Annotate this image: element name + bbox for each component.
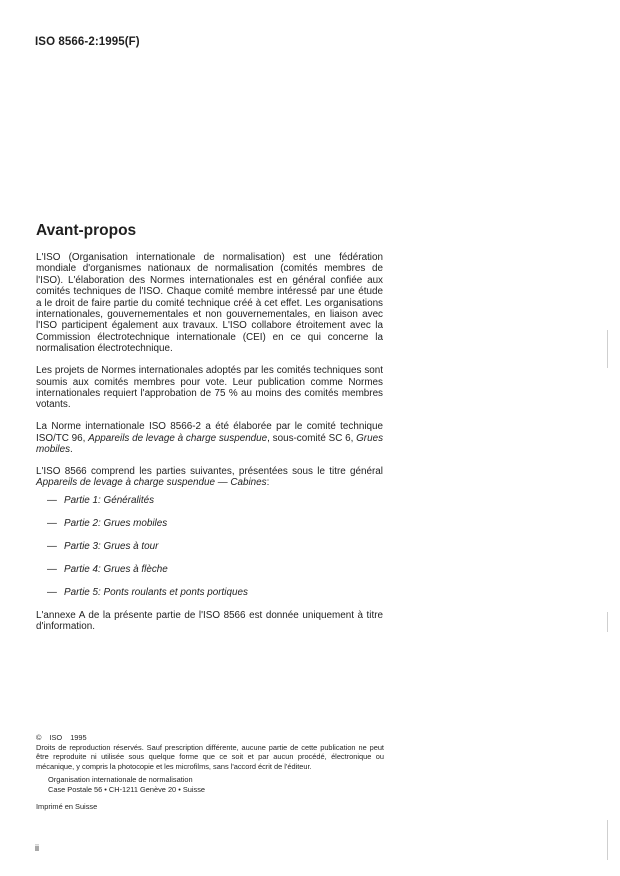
copyright-year: 1995 bbox=[70, 733, 87, 742]
paragraph-iso-organisation: L'ISO (Organisation internationale de normalisation) est une fédération mondiale d'organismes nationaux de normalisation (comités membres de l'ISO). L'élaboration des Normes internationales est en général confiée aux comités techniques de l'ISO. Chaque comité membre intéressé par une étude a le droit de faire partie du comité technique créé à cet effet. Les organisations internationales, gouvernementales et non gouvernementales, en liaison avec l'ISO participent également aux travaux. L'ISO collabore étroitement avec la Commission électrotechnique internationale (CEI) en ce qui concerne la normalisation électrotechnique. bbox=[36, 252, 383, 355]
text-run: : bbox=[266, 477, 270, 489]
scan-edge-mark bbox=[607, 820, 608, 860]
part-label: Partie 2: Grues mobiles bbox=[64, 517, 168, 529]
paragraph-annex-note: L'annexe A de la présente partie de l'ISO 8566 est donnée uniquement à titre d'information. bbox=[36, 609, 383, 633]
printed-in: Imprimé en Suisse bbox=[36, 801, 98, 811]
publisher-address: Case Postale 56 • CH-1211 Genève 20 • Suisse bbox=[48, 784, 206, 794]
text-run: , sous-comité SC 6, bbox=[267, 432, 357, 444]
text-run: La Norme internationale ISO 8566-2 a été élaborée par le comité technique ISO/TC 96, bbox=[36, 421, 383, 444]
copyright-line bbox=[36, 733, 384, 743]
list-item bbox=[47, 564, 383, 575]
dash-bullet: — bbox=[47, 586, 57, 598]
paragraph-parts-intro bbox=[36, 466, 383, 489]
dash-bullet: — bbox=[47, 517, 57, 529]
dash-bullet: — bbox=[47, 563, 57, 575]
copyright-footer bbox=[36, 733, 384, 811]
subcommittee-title: Grues mobiles bbox=[36, 432, 384, 456]
text-run: . bbox=[70, 444, 73, 456]
scan-edge-mark bbox=[607, 612, 608, 632]
list-item bbox=[47, 518, 383, 529]
paragraph-prepared-by bbox=[36, 421, 383, 455]
text-run: L'ISO 8566 comprend les parties suivantes, présentées sous le titre général bbox=[36, 466, 383, 477]
copyright-org: ISO bbox=[49, 733, 63, 742]
general-title: Appareils de levage à charge suspendue — Cabines bbox=[36, 477, 267, 489]
paragraph-draft-standards: Les projets de Normes internationales adoptés par les comités techniques sont soumis aux comités membres pour vote. Leur publication comme Normes internationales requiert l'approbation de 75 % au moins des comités membres votants. bbox=[36, 365, 383, 411]
copyright-symbol: © bbox=[36, 733, 42, 742]
document-reference: ISO 8566-2:1995(F) bbox=[35, 36, 140, 48]
foreword-body bbox=[36, 252, 383, 643]
page-number: ii bbox=[35, 843, 39, 853]
dash-bullet: — bbox=[47, 494, 57, 506]
rights-notice: Droits de reproduction réservés. Sauf prescription différente, aucune partie de cette publication ne peut être reproduite ni utilisée sous quelque forme que ce soit et par aucun procédé, électronique ou mécanique, y compris la photocopie et les microfilms, sans l'accord écrit de l'éditeur. bbox=[36, 742, 384, 771]
committee-title: Appareils de levage à charge suspendue bbox=[88, 432, 268, 444]
publisher-block bbox=[48, 775, 384, 794]
list-item bbox=[47, 587, 383, 598]
parts-list bbox=[36, 495, 383, 598]
list-item bbox=[47, 495, 383, 506]
part-label: Partie 5: Ponts roulants et ponts portiques bbox=[64, 586, 248, 598]
part-label: Partie 3: Grues à tour bbox=[64, 540, 159, 552]
part-label: Partie 4: Grues à flèche bbox=[64, 563, 168, 575]
part-label: Partie 1: Généralités bbox=[64, 494, 155, 506]
section-title: Avant-propos bbox=[36, 222, 137, 239]
scan-edge-mark bbox=[607, 330, 608, 368]
list-item bbox=[47, 541, 383, 552]
publisher-name: Organisation internationale de normalisation bbox=[48, 775, 193, 785]
dash-bullet: — bbox=[47, 540, 57, 552]
